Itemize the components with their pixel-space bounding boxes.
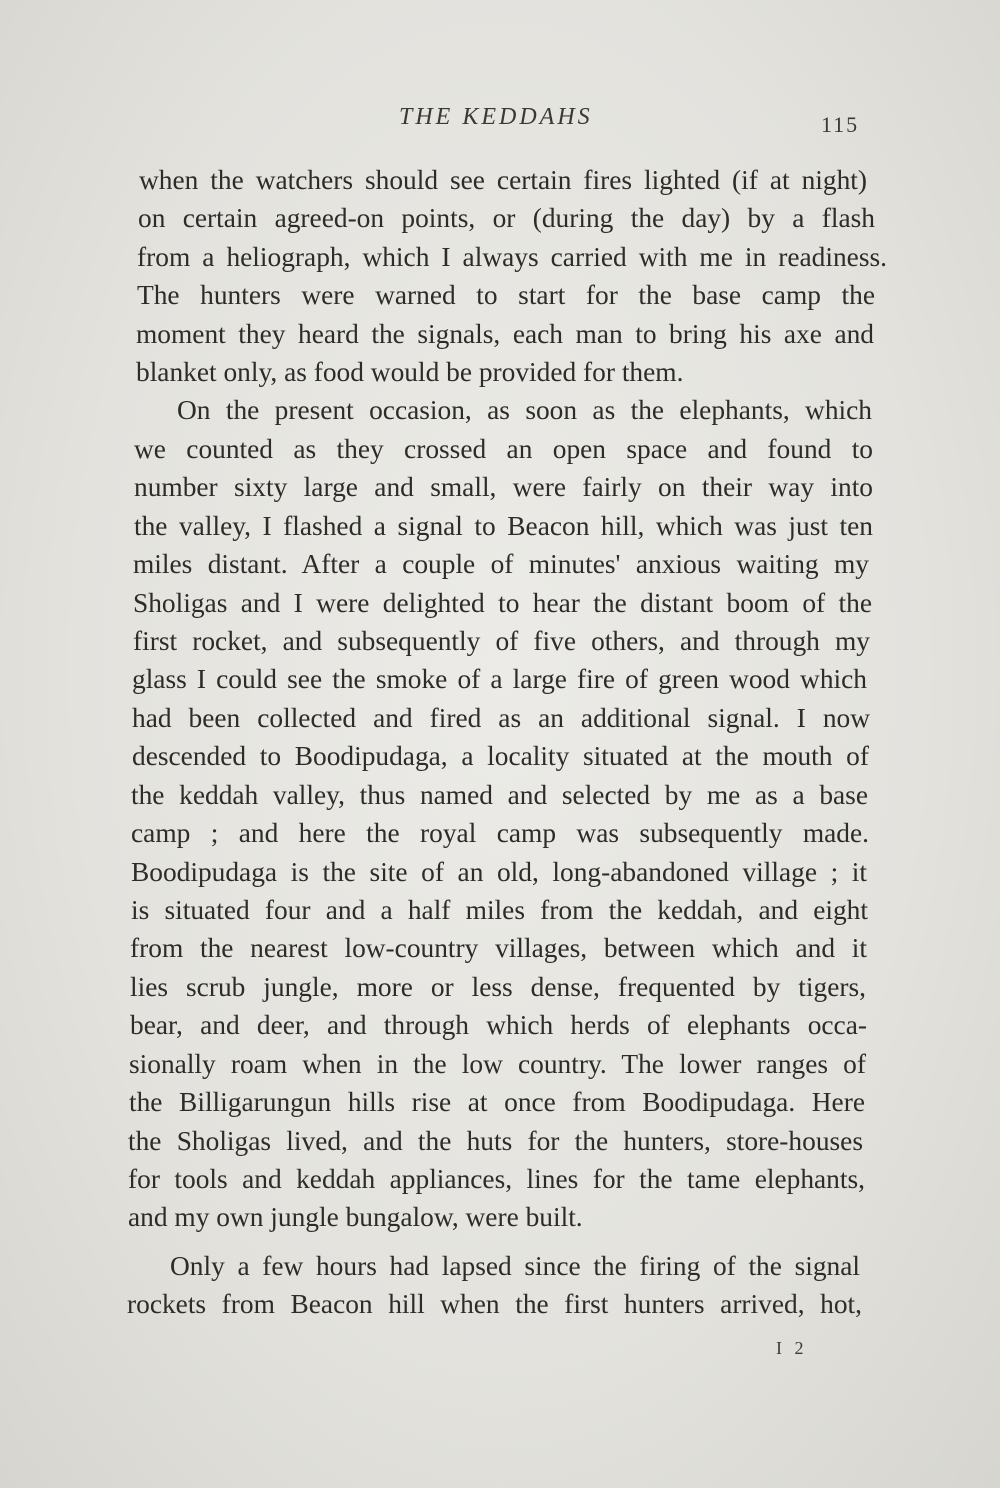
text-line: had been collected and fired as an additional signal. I now [132, 703, 870, 733]
text-line: Sholigas and I were delighted to hear the distant boom of the [133, 588, 872, 618]
text-line: Boodipudaga is the site of an old, long-abandoned village ; it [131, 857, 867, 887]
text-line: we counted as they crossed an open space and found to [134, 434, 873, 464]
text-line: number sixty large and small, were fairly on their way into [134, 472, 873, 502]
text-line: Only a few hours had lapsed since the firing of the signal [170, 1251, 860, 1281]
text-line: miles distant. After a couple of minutes' anxious waiting my [133, 549, 869, 579]
text-line: from the nearest low-country villages, between which and it [130, 933, 867, 963]
text-line: lies scrub jungle, more or less dense, frequented by tigers, [130, 972, 866, 1002]
text-line: is situated four and a half miles from the keddah, and eight [131, 895, 868, 925]
text-line: and my own jungle bungalow, were built. [128, 1202, 583, 1232]
text-line: for tools and keddah appliances, lines for the tame elephants, [128, 1164, 865, 1194]
text-line: the keddah valley, thus named and selected by me as a base [131, 780, 868, 810]
text-line: bear, and deer, and through which herds of elephants occa- [130, 1010, 867, 1040]
text-line: the Sholigas lived, and the huts for the hunters, store-houses [128, 1126, 863, 1156]
text-line: descended to Boodipudaga, a locality situated at the mouth of [132, 741, 869, 771]
text-line: the Billigarungun hills rise at once from Boodipudaga. Here [129, 1087, 865, 1117]
text-line: camp ; and here the royal camp was subsequently made. [131, 818, 869, 848]
page-number: 115 [821, 112, 860, 137]
text-line: sionally roam when in the low country. The lower ranges of [129, 1049, 866, 1079]
text-line: moment they heard the signals, each man to bring his axe and [136, 319, 874, 349]
text-line: when the watchers should see certain fires lighted (if at night) [139, 165, 867, 195]
text-line: glass I could see the smoke of a large fire of green wood which [132, 664, 867, 694]
text-line: The hunters were warned to start for the base camp the [137, 280, 875, 310]
text-line: On the present occasion, as soon as the elephants, which [177, 395, 872, 425]
running-title: THE KEDDAHS [399, 104, 593, 130]
text-line: blanket only, as food would be provided for them. [136, 357, 684, 387]
running-head [0, 104, 1000, 144]
text-line: rockets from Beacon hill when the first hunters arrived, hot, [127, 1289, 862, 1319]
text-line: the valley, I flashed a signal to Beacon hill, which was just ten [134, 511, 873, 541]
text-line: from a heliograph, which I always carried with me in readiness. [137, 242, 887, 272]
text-line: on certain agreed-on points, or (during the day) by a flash [138, 203, 875, 233]
text-line: first rocket, and subsequently of five others, and through my [133, 626, 870, 656]
signature-mark: I 2 [776, 1338, 808, 1358]
